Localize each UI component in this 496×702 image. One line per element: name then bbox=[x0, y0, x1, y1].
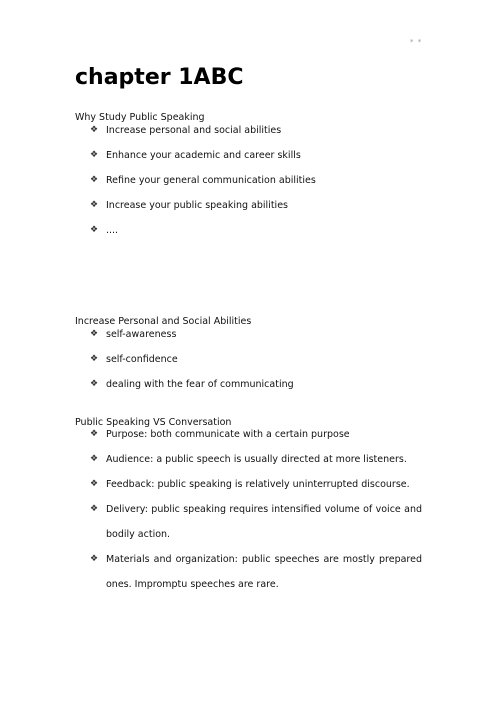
header-mark: * * bbox=[410, 38, 423, 46]
bullet-list-personal-social bbox=[90, 322, 422, 397]
diamond-bullet-icon: ❖ bbox=[90, 125, 99, 135]
list-item: ❖ Purpose: both communicate with a certain purpose bbox=[90, 422, 422, 447]
diamond-bullet-icon: ❖ bbox=[90, 200, 99, 210]
diamond-bullet-icon: ❖ bbox=[90, 504, 99, 514]
section-heading-why-study: Why Study Public Speaking bbox=[75, 112, 205, 123]
bullet-list-speaking-vs-conversation bbox=[90, 422, 422, 597]
diamond-bullet-icon: ❖ bbox=[90, 175, 99, 185]
diamond-bullet-icon: ❖ bbox=[90, 150, 99, 160]
list-item: ❖ .... bbox=[90, 218, 422, 243]
page-title: chapter 1ABC bbox=[75, 65, 244, 90]
diamond-bullet-icon: ❖ bbox=[90, 429, 99, 439]
list-item: ❖ self-awareness bbox=[90, 322, 422, 347]
list-item: ❖ Enhance your academic and career skills bbox=[90, 143, 422, 168]
diamond-bullet-icon: ❖ bbox=[90, 454, 99, 464]
list-item: ❖ Feedback: public speaking is relatively uninterrupted discourse. bbox=[90, 472, 422, 497]
diamond-bullet-icon: ❖ bbox=[90, 225, 99, 235]
diamond-bullet-icon: ❖ bbox=[90, 354, 99, 364]
list-item: ❖ Audience: a public speech is usually directed at more listeners. bbox=[90, 447, 422, 472]
diamond-bullet-icon: ❖ bbox=[90, 379, 99, 389]
list-item: ❖ Increase personal and social abilities bbox=[90, 118, 422, 143]
diamond-bullet-icon: ❖ bbox=[90, 479, 99, 489]
list-item: ❖ Refine your general communication abilities bbox=[90, 168, 422, 193]
diamond-bullet-icon: ❖ bbox=[90, 329, 99, 339]
list-item: ❖ Delivery: public speaking requires intensified volume of voice and bodily action. bbox=[90, 497, 422, 547]
section-heading-speaking-vs-conversation: Public Speaking VS Conversation bbox=[75, 417, 232, 428]
list-item: ❖ self-confidence bbox=[90, 347, 422, 372]
list-item: ❖ Increase your public speaking abilities bbox=[90, 193, 422, 218]
bullet-list-why-study bbox=[90, 118, 422, 243]
list-item: ❖ Materials and organization: public speeches are mostly prepared ones. Impromptu speeches are rare. bbox=[90, 547, 422, 597]
diamond-bullet-icon: ❖ bbox=[90, 554, 99, 564]
section-heading-personal-social: Increase Personal and Social Abilities bbox=[75, 316, 252, 327]
list-item: ❖ dealing with the fear of communicating bbox=[90, 372, 422, 397]
